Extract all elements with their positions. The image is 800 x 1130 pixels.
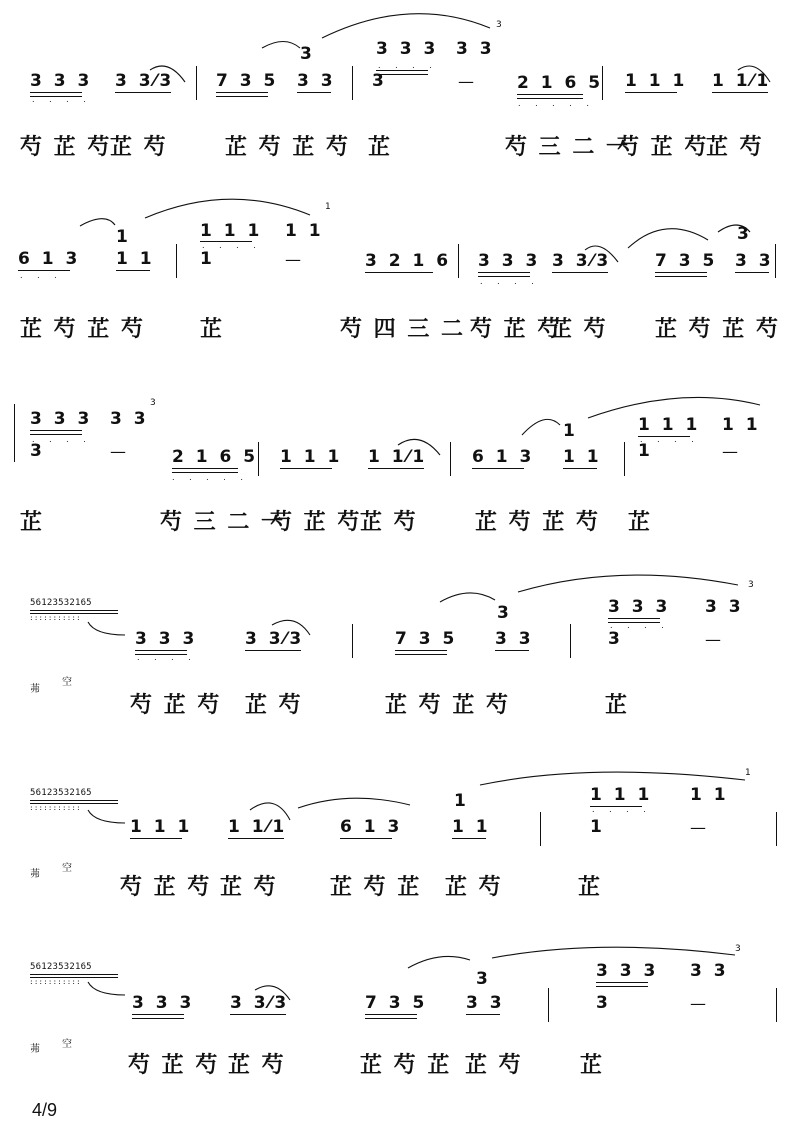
note-group: 1 1 1 [280, 447, 343, 467]
upper-note: 1 1 [285, 221, 324, 241]
barline [14, 404, 15, 462]
dots: . . . . [202, 241, 262, 250]
note-group: 3 3 [297, 71, 336, 91]
underline [245, 650, 301, 651]
underline [712, 92, 768, 93]
barline [450, 442, 451, 476]
upper-note: 3 3 [110, 409, 149, 429]
underline [552, 272, 608, 273]
dots: ::::::::::: [30, 613, 82, 622]
tab-group: 芷 芍 芷 芍 [655, 316, 780, 342]
note-group: 3 3⁄3 [115, 71, 175, 91]
barline [570, 624, 571, 658]
tab-group: 芷 芍 芷 [330, 874, 422, 900]
barline [176, 244, 177, 278]
tab-group: 芍 芷 芍 [130, 692, 222, 718]
upper-note: 3 [300, 44, 315, 64]
tab-group: 芷 芍 [360, 509, 418, 535]
underline [596, 986, 648, 987]
tab-group: 芷 芍 [706, 134, 764, 160]
underline [132, 1014, 184, 1015]
underline [472, 468, 524, 469]
upper-note: 3 [476, 969, 491, 989]
note-group: 1 1 1 [130, 817, 193, 837]
tab-group: 芍 四 三 二 [340, 316, 465, 342]
underline [132, 1018, 184, 1019]
upper-note: 3 [497, 603, 512, 623]
tuplet-mark: 3 [748, 580, 754, 590]
barline [548, 988, 549, 1022]
prelude-run: 56123532165 [30, 788, 92, 798]
barline [196, 66, 197, 100]
upper-note: 3 3 3 [608, 597, 671, 617]
note-group: 3 [596, 993, 611, 1013]
barline [776, 812, 777, 846]
barline [775, 244, 776, 278]
tab-group: 芷 芍 [245, 692, 303, 718]
underline [365, 1018, 417, 1019]
tuplet-mark: 3 [150, 398, 156, 408]
page-number: 4/9 [32, 1100, 58, 1120]
underline [365, 1014, 417, 1015]
dots: ::::::::::: [30, 803, 82, 812]
side-label: 茀 [30, 869, 40, 880]
note-group: 1 1⁄1 [712, 71, 772, 91]
upper-note: 1 1 [722, 415, 761, 435]
tab-group: 芍 芷 芍 [128, 1052, 220, 1078]
tab-group: 芷 [580, 1052, 605, 1078]
underline [478, 272, 530, 273]
note-group: 3 3 3 [135, 629, 198, 649]
upper-note: 1 [454, 791, 469, 811]
underline [655, 276, 707, 277]
side-label: 茀 [30, 1044, 40, 1055]
dash: — [690, 994, 706, 1013]
underline [216, 96, 268, 97]
underline [452, 838, 486, 839]
tab-group: 芷 芍 [550, 316, 608, 342]
underline [517, 94, 583, 95]
note-group: 3 3 3 [478, 251, 541, 271]
note-group: 1 [638, 441, 653, 461]
note-group: 3 3⁄3 [245, 629, 305, 649]
note-group: 2 1 6 5 [517, 73, 604, 93]
note-group: 1 [200, 249, 215, 269]
barline [352, 624, 353, 658]
tab-group: 芍 芷 芍 [617, 134, 709, 160]
dots: . . . . [32, 435, 92, 444]
tuplet-mark: 1 [325, 202, 331, 212]
dots: . . . . [137, 653, 197, 662]
tab-group: 芷 芍 芷 芍 [225, 134, 350, 160]
note-group: 3 [608, 629, 623, 649]
dots: . . . . [378, 61, 438, 70]
note-group: 3 [372, 71, 387, 91]
tuplet-mark: 1 [745, 768, 751, 778]
dash: — [690, 818, 706, 837]
dots: . . . . [32, 95, 92, 104]
note-group: 2 1 6 5 [172, 447, 259, 467]
note-group: 1 [590, 817, 605, 837]
barline [624, 442, 625, 476]
tab-group: 芍 芷 芍 [120, 874, 212, 900]
tab-group: 芍 芷 芍 [470, 316, 562, 342]
upper-note: 1 [563, 421, 578, 441]
dots: . . . [20, 271, 63, 280]
tab-group: 芷 芍 [465, 1052, 523, 1078]
upper-note: 1 1 1 [638, 415, 701, 435]
note-group: 7 3 5 [395, 629, 458, 649]
tab-group: 芷 芍 芷 芍 [385, 692, 510, 718]
upper-note: 3 3 3 [30, 409, 93, 429]
underline [116, 270, 150, 271]
upper-note: 3 [737, 224, 752, 244]
barline [776, 988, 777, 1022]
tab-group: 芷 [605, 692, 630, 718]
underline [230, 1014, 286, 1015]
upper-note: 3 3 3 [596, 961, 659, 981]
underline [30, 92, 82, 93]
note-group: 3 3 3 [30, 71, 93, 91]
upper-note: 1 1 1 [200, 221, 263, 241]
tab-group: 芷 芍 [228, 1052, 286, 1078]
dash: — [705, 630, 721, 649]
underline [30, 974, 118, 975]
note-group: 7 3 5 [655, 251, 718, 271]
side-label: 空 [62, 1039, 72, 1050]
tab-group: 芷 [628, 509, 653, 535]
dots: . . . . [610, 621, 670, 630]
tab-group: 芍 芷 芍 [20, 134, 112, 160]
underline [30, 610, 118, 611]
underline [563, 468, 597, 469]
underline [365, 272, 433, 273]
underline [30, 800, 118, 801]
note-group: 3 3 [466, 993, 505, 1013]
underline [395, 650, 447, 651]
tab-group: 芷 芍 芷 芍 [20, 316, 145, 342]
tab-group: 芷 芍 [220, 874, 278, 900]
side-label: 空 [62, 677, 72, 688]
barline [352, 66, 353, 100]
underline [735, 272, 769, 273]
note-group: 3 3 [735, 251, 774, 271]
underline [395, 654, 447, 655]
note-group: 3 3 3 [132, 993, 195, 1013]
underline [115, 92, 171, 93]
underline [297, 92, 331, 93]
dash: — [458, 72, 474, 91]
upper-note: 1 1 1 [590, 785, 653, 805]
note-group: 6 1 3 [18, 249, 81, 269]
note-group: 6 1 3 [472, 447, 535, 467]
tab-group: 芷 芍 芷 [360, 1052, 452, 1078]
prelude-run: 56123532165 [30, 598, 92, 608]
underline [216, 92, 268, 93]
underline [466, 1014, 500, 1015]
underline [608, 618, 660, 619]
tab-group: 芷 [578, 874, 603, 900]
upper-note: 3 3 [690, 961, 729, 981]
note-group: 3 3 [495, 629, 534, 649]
underline [135, 650, 187, 651]
upper-note: 1 1 [690, 785, 729, 805]
tab-group: 芷 [20, 509, 45, 535]
dash: — [722, 442, 738, 461]
dash: — [110, 442, 126, 461]
tab-group: 芍 芷 芍 [270, 509, 362, 535]
barline [258, 442, 259, 476]
note-group: 1 1 [452, 817, 491, 837]
tab-group: 芷 芍 芷 芍 [475, 509, 600, 535]
tuplet-mark: 3 [496, 20, 502, 30]
note-group: 3 [30, 441, 45, 461]
barline [540, 812, 541, 846]
note-group: 3 3⁄3 [552, 251, 612, 271]
side-label: 茀 [30, 684, 40, 695]
underline [596, 982, 648, 983]
tab-group: 芍 三 二 一 [160, 509, 285, 535]
dots: . . . . [592, 805, 652, 814]
note-group: 1 1 [563, 447, 602, 467]
note-group: 7 3 5 [216, 71, 279, 91]
note-group: 1 1 1 [625, 71, 688, 91]
barline [602, 66, 603, 100]
note-group: 1 1⁄1 [368, 447, 428, 467]
tuplet-mark: 3 [735, 944, 741, 954]
prelude-run: 56123532165 [30, 962, 92, 972]
note-group: 1 1⁄1 [228, 817, 288, 837]
tab-group: 芷 芍 [110, 134, 168, 160]
underline [495, 650, 529, 651]
upper-note: 3 3 [705, 597, 744, 617]
note-group: 1 1 [116, 249, 155, 269]
underline [130, 838, 182, 839]
upper-note: 3 3 [456, 39, 495, 59]
upper-note: 3 3 3 [376, 39, 439, 59]
dots: . . . . [480, 277, 540, 286]
note-group: 6 1 3 [340, 817, 403, 837]
underline [368, 468, 424, 469]
tab-group: 芍 三 二 一 [505, 134, 630, 160]
dots: . . . . . [518, 99, 595, 108]
note-group: 7 3 5 [365, 993, 428, 1013]
upper-note: 1 [116, 227, 131, 247]
dots: . . . . . [172, 473, 249, 482]
note-group: 3 2 1 6 [365, 251, 452, 271]
barline [458, 244, 459, 278]
underline [625, 92, 677, 93]
tab-group: 芷 [368, 134, 393, 160]
underline [340, 838, 392, 839]
underline [228, 838, 284, 839]
tab-group: 芷 芍 [445, 874, 503, 900]
underline [655, 272, 707, 273]
dots: ::::::::::: [30, 977, 82, 986]
underline [280, 468, 332, 469]
dash: — [285, 250, 301, 269]
tab-group: 芷 [200, 316, 225, 342]
underline [172, 468, 238, 469]
dots: . . . . [640, 435, 700, 444]
note-group: 3 3⁄3 [230, 993, 290, 1013]
underline [30, 430, 82, 431]
side-label: 空 [62, 863, 72, 874]
